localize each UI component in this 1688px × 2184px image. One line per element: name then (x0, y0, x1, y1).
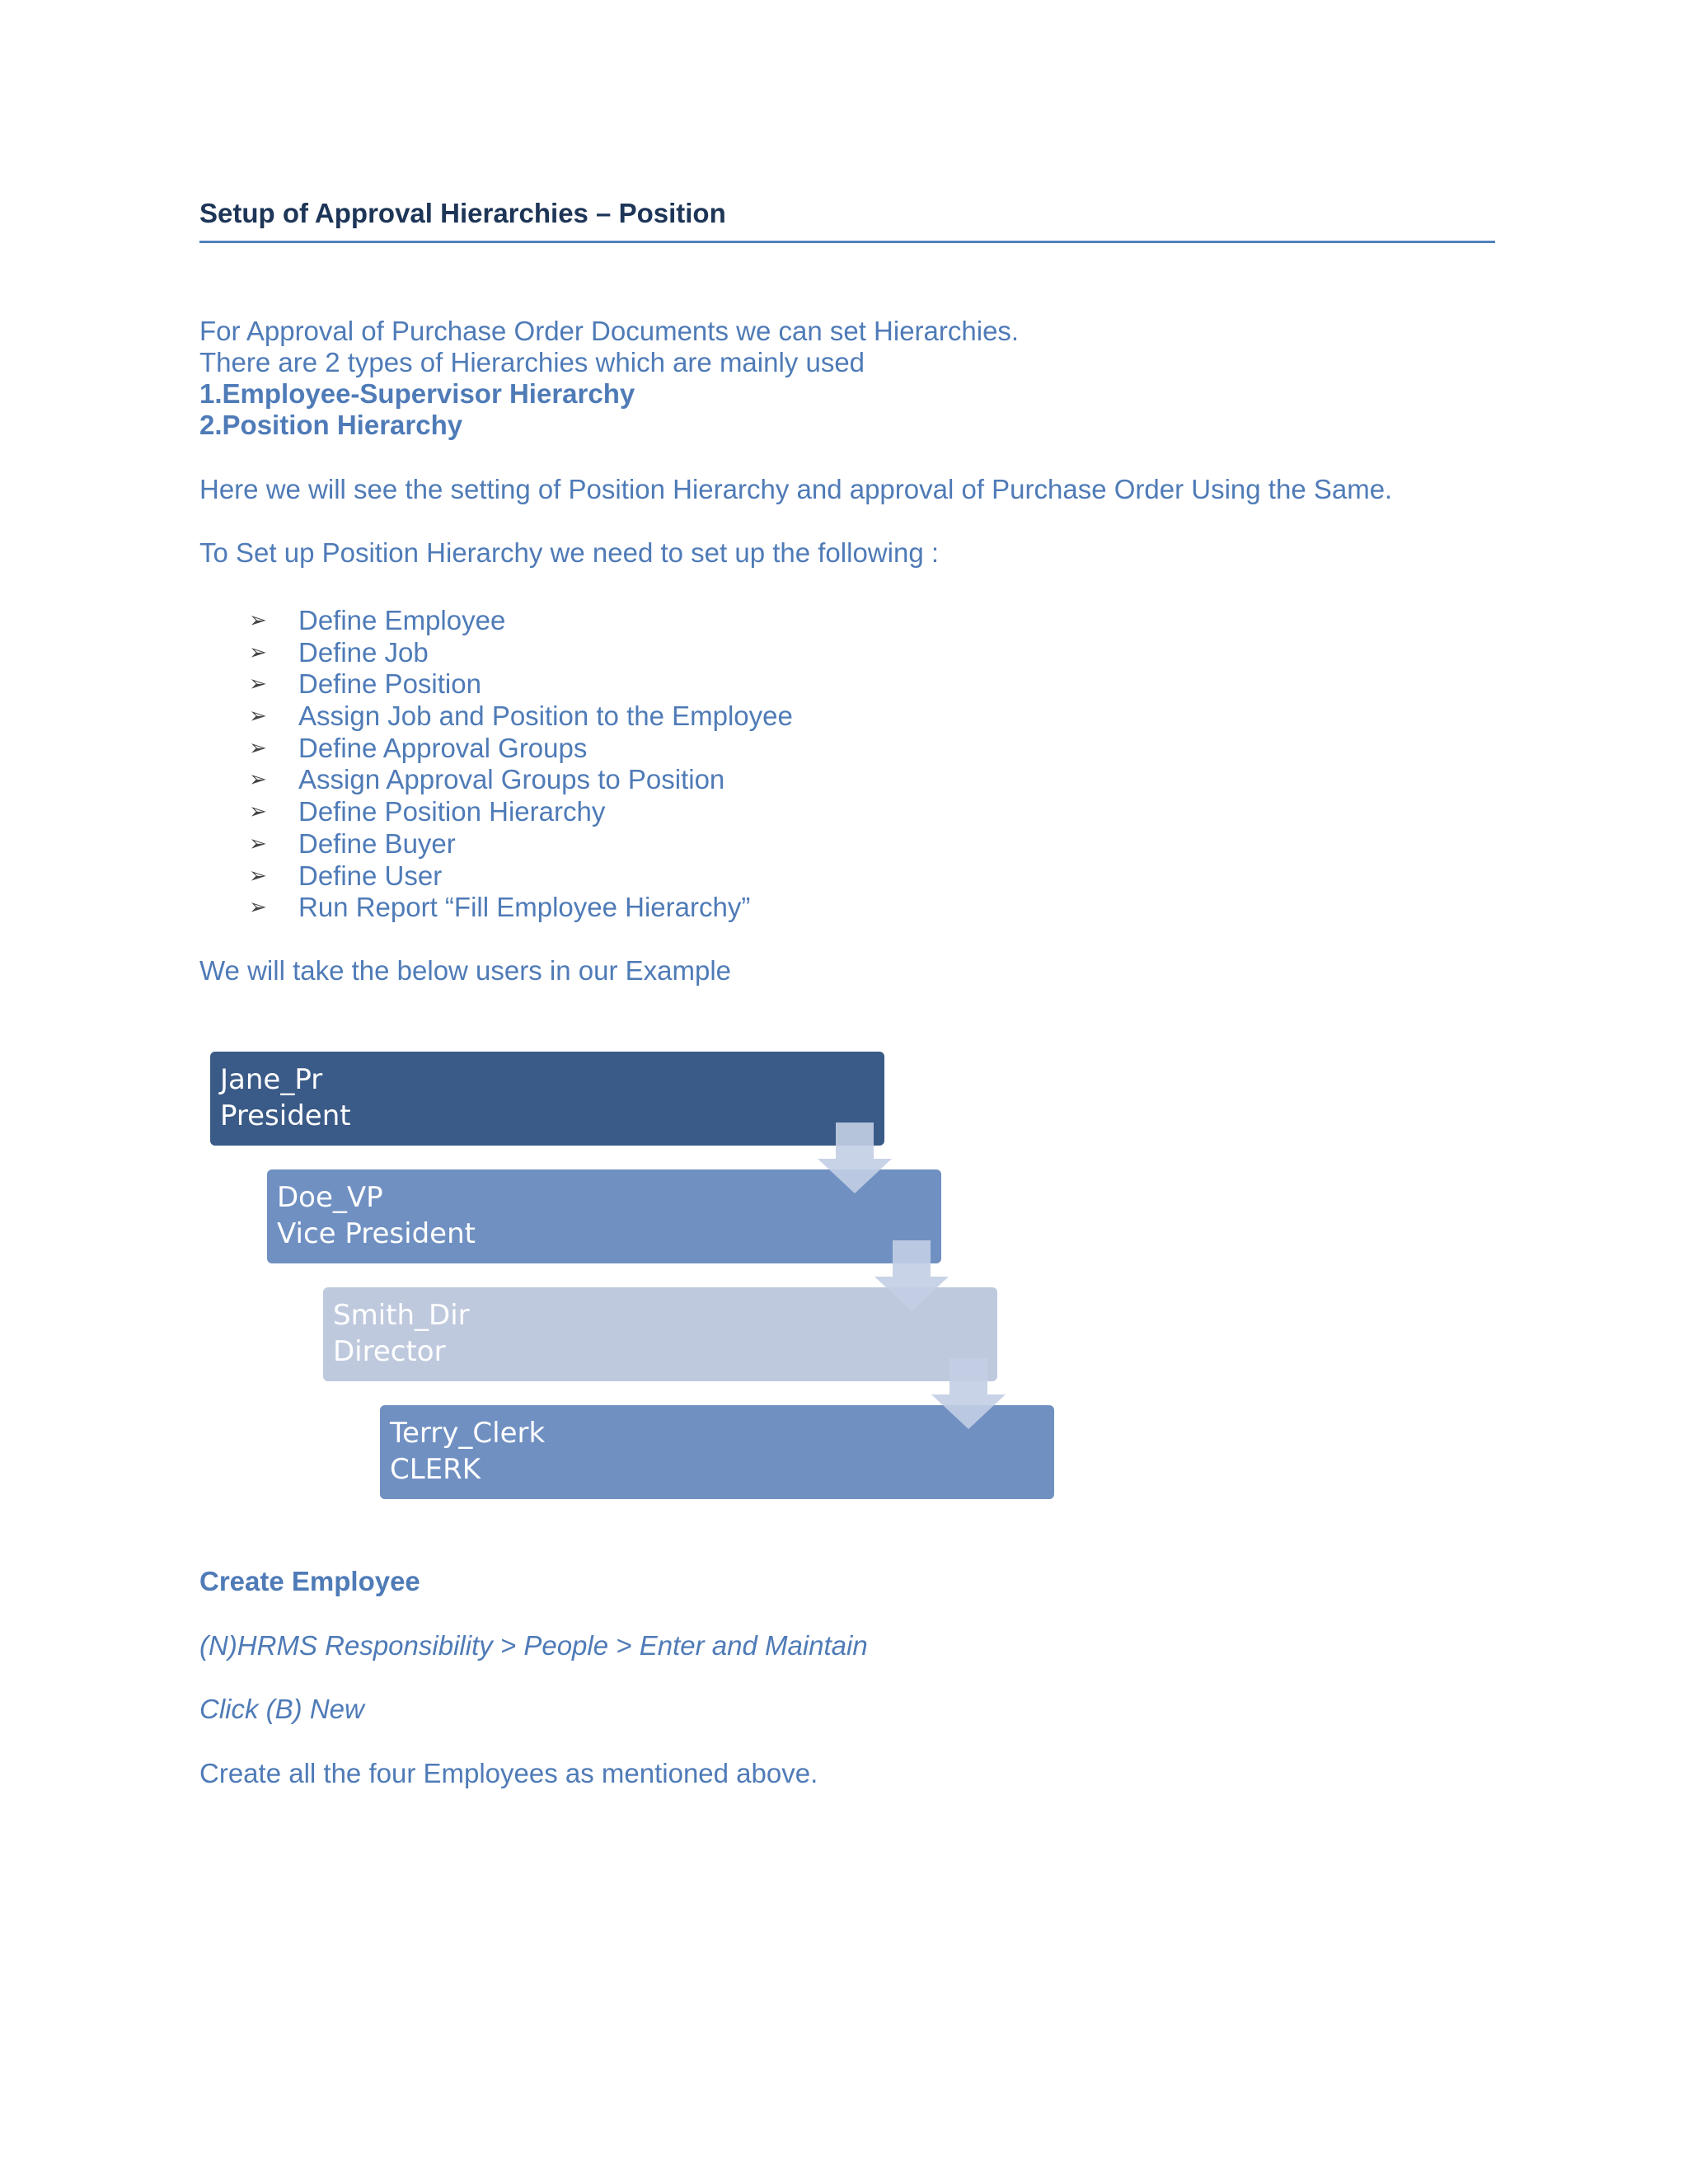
down-arrow-icon (931, 1358, 1006, 1432)
arrow-bullet-icon: ➢ (249, 831, 267, 856)
list-item: ➢ Define Buyer (249, 827, 456, 859)
arrow-bullet-icon: ➢ (249, 767, 267, 793)
arrow-bullet-icon: ➢ (249, 863, 267, 888)
list-item: ➢ Define Position (249, 668, 481, 700)
para-example: We will take the below users in our Example (199, 955, 732, 986)
hierarchy-role: Vice President (277, 1217, 476, 1250)
intro-line-2: There are 2 types of Hierarchies which are mainly used (199, 347, 865, 377)
arrow-bullet-icon: ➢ (249, 799, 267, 825)
list-item: ➢ Define Employee (249, 605, 506, 635)
final-paragraph: Create all the four Employees as mentioned above. (199, 1758, 818, 1788)
para-setting: Here we will see the setting of Position Hierarchy and approval of Purchase Order Using the Same. (199, 474, 1393, 504)
arrow-bullet-icon: ➢ (249, 704, 267, 729)
list-item: ➢ Define User (249, 860, 443, 891)
intro-line-1: For Approval of Purchase Order Documents we can set Hierarchies. (199, 316, 1020, 346)
hierarchy-user: Jane_Pr (220, 1063, 323, 1096)
section-heading-create-employee: Create Employee (199, 1566, 420, 1596)
hierarchy-type-2: 2.Position Hierarchy (199, 410, 463, 440)
navigation-path: (N)HRMS Responsibility > People > Enter and Maintain (199, 1630, 868, 1661)
list-item: ➢ Define Position Hierarchy (249, 796, 606, 827)
list-item: ➢ Run Report “Fill Employee Hierarchy” (249, 892, 751, 923)
arrow-bullet-icon: ➢ (249, 895, 267, 921)
down-arrow-icon (874, 1240, 949, 1315)
list-item: ➢ Define Approval Groups (249, 732, 588, 763)
hierarchy-role: CLERK (390, 1453, 481, 1486)
arrow-bullet-icon: ➢ (249, 672, 267, 697)
arrow-bullet-icon: ➢ (249, 735, 267, 761)
down-arrow-icon (818, 1122, 892, 1197)
hierarchy-role: Director (333, 1335, 446, 1368)
hierarchy-user: Doe_VP (277, 1181, 383, 1214)
list-item: ➢ Define Job (249, 636, 429, 668)
list-item: ➢ Assign Job and Position to the Employee (249, 701, 793, 732)
list-item: ➢ Assign Approval Groups to Position (249, 764, 725, 795)
hierarchy-box-president (210, 1052, 884, 1146)
setup-steps-list (249, 605, 793, 924)
click-new-instruction: Click (B) New (199, 1694, 364, 1724)
para-setup: To Set up Position Hierarchy we need to set up the following : (199, 537, 940, 568)
title-underline (199, 241, 1495, 243)
arrow-bullet-icon: ➢ (249, 608, 267, 633)
page-title: Setup of Approval Hierarchies – Position (199, 198, 726, 228)
hierarchy-type-1: 1.Employee-Supervisor Hierarchy (199, 378, 635, 409)
hierarchy-user: Terry_Clerk (390, 1417, 546, 1450)
arrow-bullet-icon: ➢ (249, 640, 267, 665)
hierarchy-user: Smith_Dir (333, 1299, 470, 1332)
hierarchy-role: President (220, 1099, 351, 1132)
